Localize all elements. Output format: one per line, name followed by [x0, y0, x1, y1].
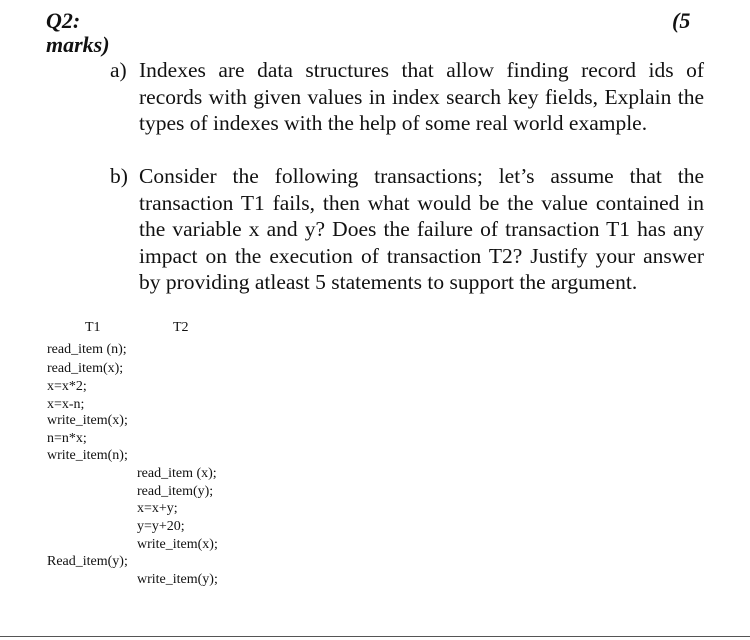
question-b-text: Consider the following transactions; let’s assume that the transaction T1 fails, then what would be the value contained in the variable x and y? Does the failure of transaction T1 has any impact on the execution of transaction T2? Justify your answer by providing atleast 5 statements to support the argument. [139, 164, 704, 294]
t2-statement: read_item(y); [137, 484, 214, 499]
question-a-text: Indexes are data structures that allow finding record ids of records with given values in index search key fields, Explain the types of indexes with the help of some real world example. [139, 58, 704, 135]
t2-statement: write_item(y); [137, 572, 218, 587]
question-a-label: a) [110, 58, 127, 82]
t1-statement: n=n*x; [47, 431, 87, 446]
t2-statement: read_item (x); [137, 466, 217, 481]
question-b-label: b) [110, 164, 128, 188]
t2-statement: y=y+20; [137, 519, 185, 534]
t1-statement: read_item(x); [47, 361, 124, 376]
t2-statement: write_item(x); [137, 537, 218, 552]
t1-statement: Read_item(y); [47, 554, 128, 569]
t1-statement: write_item(n); [47, 448, 128, 463]
t2-column-header: T2 [173, 320, 189, 335]
t1-statement: write_item(x); [47, 413, 128, 428]
question-number: Q2: [46, 8, 81, 33]
t1-statement: read_item (n); [47, 342, 127, 357]
marks-label: (5 [672, 8, 691, 33]
question-b [110, 163, 704, 296]
question-a [110, 57, 704, 137]
t1-statement: x=x-n; [47, 397, 85, 412]
t1-column-header: T1 [85, 320, 101, 335]
t2-statement: x=x+y; [137, 501, 178, 516]
marks-label-continued: marks) [46, 32, 110, 57]
bottom-divider [0, 636, 750, 637]
t1-statement: x=x*2; [47, 379, 87, 394]
